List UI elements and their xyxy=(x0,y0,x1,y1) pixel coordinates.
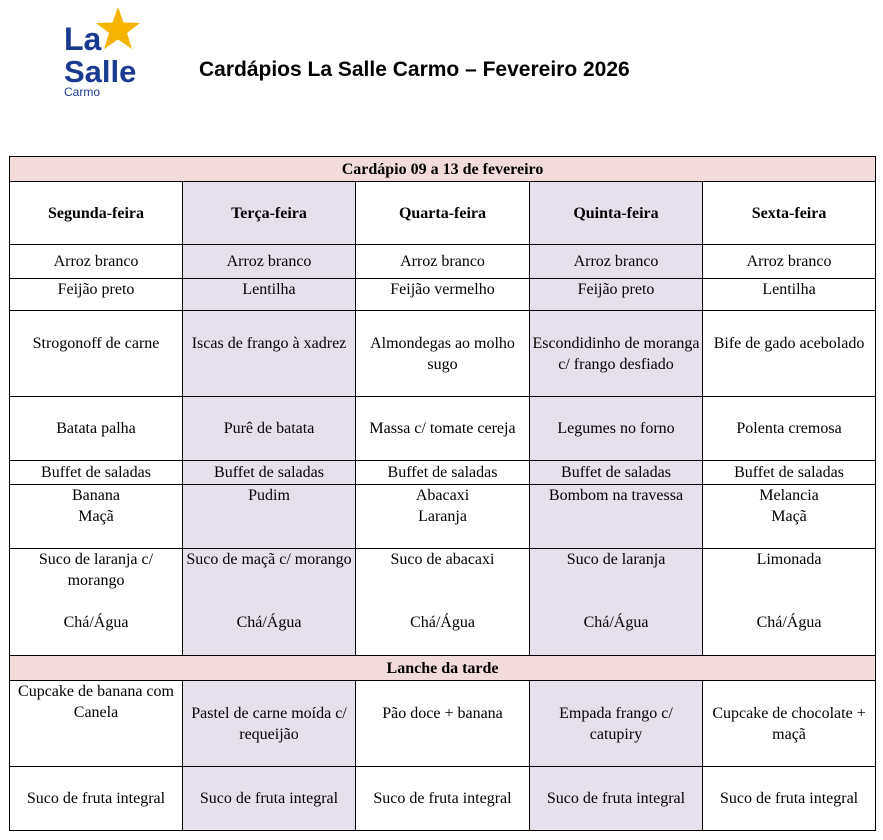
drinks-row xyxy=(10,549,876,656)
dessert-row xyxy=(10,485,876,549)
menu-cell: Suco de fruta integral xyxy=(183,767,356,831)
menu-cell xyxy=(183,549,356,656)
menu-cell: Massa c/ tomate cereja xyxy=(356,397,530,461)
rice-row xyxy=(10,245,876,279)
section-header-afternoon xyxy=(10,656,876,681)
dessert-line: Pudim xyxy=(248,487,290,504)
menu-cell xyxy=(703,485,876,549)
menu-cell: Feijão preto xyxy=(530,279,703,311)
dessert-line: Maçã xyxy=(771,508,807,525)
menu-cell: Lentilha xyxy=(703,279,876,311)
menu-cell: Empada frango c/ catupiry xyxy=(530,681,703,767)
logo-text-salle: Salle xyxy=(64,54,137,89)
dessert-line: Bombom na travessa xyxy=(548,487,684,504)
dessert-line: Melancia xyxy=(759,487,819,504)
main-dish-row xyxy=(10,311,876,397)
dessert-line: Banana xyxy=(72,487,120,504)
day-thursday: Quinta-feira xyxy=(530,182,703,245)
menu-cell: Legumes no forno xyxy=(530,397,703,461)
menu-cell: Polenta cremosa xyxy=(703,397,876,461)
day-tuesday: Terça-feira xyxy=(183,182,356,245)
tea-water-text: Chá/Água xyxy=(410,614,475,631)
logo-text-carmo: Carmo xyxy=(64,85,101,98)
menu-cell: Suco de fruta integral xyxy=(10,767,183,831)
menu-cell: Bife de gado acebolado xyxy=(703,311,876,397)
menu-cell: Suco de fruta integral xyxy=(703,767,876,831)
menu-cell: Arroz branco xyxy=(183,245,356,279)
menu-cell: Lentilha xyxy=(183,279,356,311)
menu-cell: Buffet de saladas xyxy=(10,461,183,485)
snack-row xyxy=(10,681,876,767)
menu-cell: Buffet de saladas xyxy=(703,461,876,485)
menu-cell: Arroz branco xyxy=(356,245,530,279)
drink-text: Suco de laranja c/ morango xyxy=(38,551,154,589)
day-friday: Sexta-feira xyxy=(703,182,876,245)
drink-text: Suco de laranja xyxy=(566,551,666,568)
menu-cell xyxy=(530,549,703,656)
menu-cell: Cupcake de chocolate + maçã xyxy=(703,681,876,767)
menu-cell: Feijão preto xyxy=(10,279,183,311)
tea-water-text: Chá/Água xyxy=(756,614,822,631)
week-title: Cardápio 09 a 13 de fevereiro xyxy=(10,157,876,182)
menu-cell: Arroz branco xyxy=(530,245,703,279)
menu-cell xyxy=(530,485,703,549)
day-wednesday: Quarta-feira xyxy=(356,182,530,245)
side-dish-row xyxy=(10,397,876,461)
menu-cell xyxy=(703,549,876,656)
snack-drink-row xyxy=(10,767,876,831)
menu-cell: Pastel de carne moída c/ requeijão xyxy=(183,681,356,767)
menu-cell: Almondegas ao molho sugo xyxy=(356,311,530,397)
menu-cell: Buffet de saladas xyxy=(356,461,530,485)
menu-cell: Arroz branco xyxy=(703,245,876,279)
tea-water-text: Chá/Água xyxy=(583,614,649,631)
afternoon-snack-title: Lanche da tarde xyxy=(10,656,876,681)
menu-cell: Cupcake de banana com Canela xyxy=(10,681,183,767)
menu-cell: Arroz branco xyxy=(10,245,183,279)
page-title: Cardápios La Salle Carmo – Fevereiro 2026 xyxy=(199,58,630,81)
menu-cell xyxy=(356,549,530,656)
menu-cell: Suco de fruta integral xyxy=(356,767,530,831)
menu-cell: Suco de fruta integral xyxy=(530,767,703,831)
drink-text: Suco de abacaxi xyxy=(390,551,495,568)
menu-cell: Purê de batata xyxy=(183,397,356,461)
day-monday: Segunda-feira xyxy=(10,182,183,245)
beans-row xyxy=(10,279,876,311)
menu-cell: Feijão vermelho xyxy=(356,279,530,311)
dessert-line: Laranja xyxy=(418,508,467,525)
salad-row xyxy=(10,461,876,485)
menu-cell: Buffet de saladas xyxy=(530,461,703,485)
menu-cell: Buffet de saladas xyxy=(183,461,356,485)
tea-water-text: Chá/Água xyxy=(63,614,129,631)
drink-text: Limonada xyxy=(756,551,822,568)
logo-image xyxy=(62,6,142,98)
section-header-week xyxy=(10,157,876,182)
day-header-row xyxy=(10,182,876,245)
star-icon xyxy=(96,7,140,49)
menu-cell xyxy=(10,549,183,656)
menu-cell xyxy=(183,485,356,549)
menu-cell: Escondidinho de moranga c/ frango desfiado xyxy=(530,311,703,397)
tea-water-text: Chá/Água xyxy=(236,614,302,631)
menu-cell xyxy=(356,485,530,549)
menu-cell: Pão doce + banana xyxy=(356,681,530,767)
dessert-line: Abacaxi xyxy=(415,487,470,504)
dessert-line: Maçã xyxy=(78,508,114,525)
drink-text: Suco de maçã c/ morango xyxy=(186,551,352,568)
menu-cell xyxy=(10,485,183,549)
la-salle-logo xyxy=(62,6,142,98)
logo-text-la: La xyxy=(64,21,102,57)
menu-cell: Strogonoff de carne xyxy=(10,311,183,397)
menu-cell: Iscas de frango à xadrez xyxy=(183,311,356,397)
menu-table xyxy=(9,156,876,831)
menu-cell: Batata palha xyxy=(10,397,183,461)
